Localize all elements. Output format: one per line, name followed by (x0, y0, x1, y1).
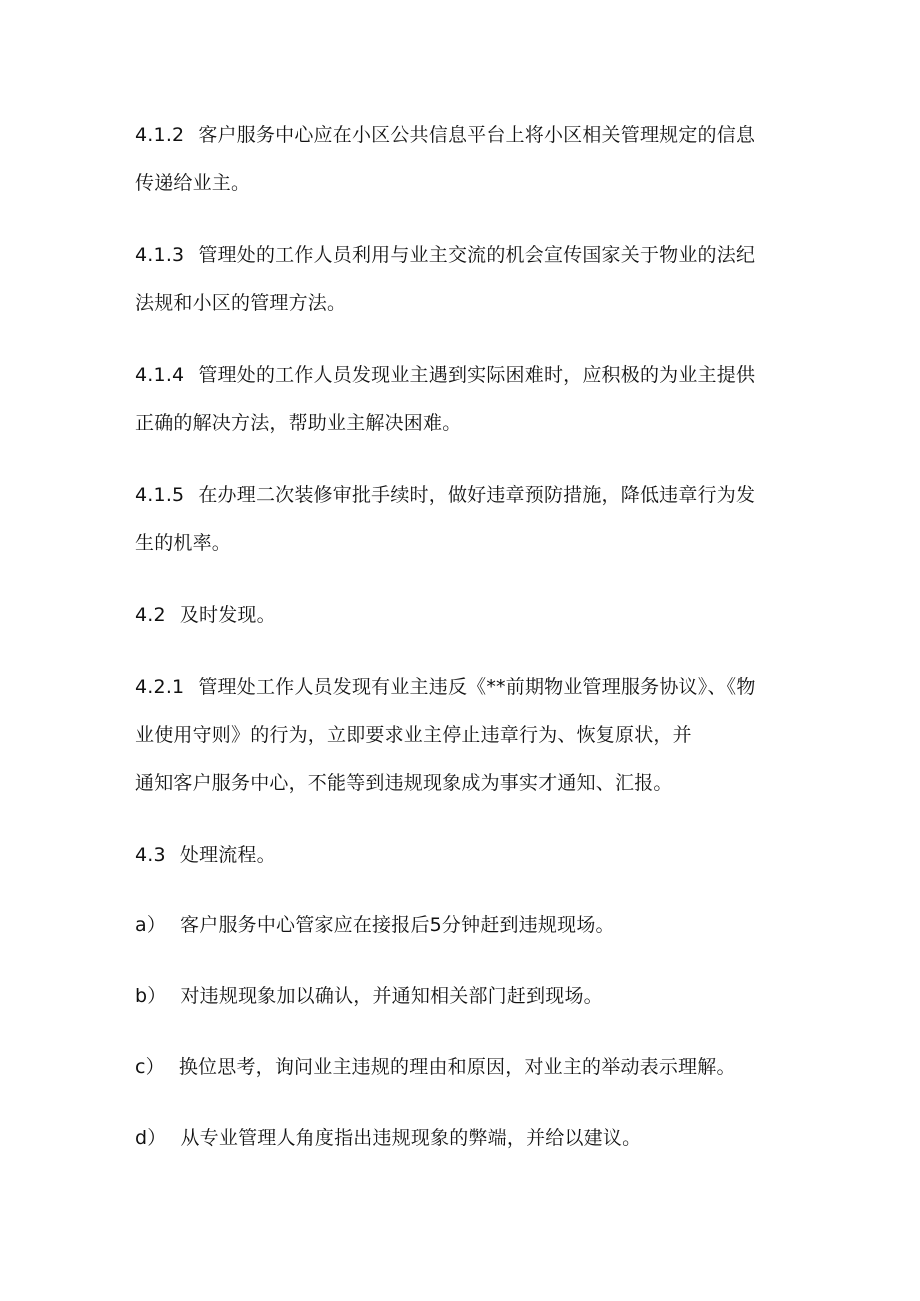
paragraph-4-1-4-line-1 (135, 362, 795, 388)
paragraph-4-1-3-line-2 (135, 290, 795, 316)
section-number: 4.3 (135, 844, 166, 866)
list-item-d (135, 1125, 795, 1151)
paragraph-4-1-3-line-1 (135, 242, 795, 268)
paragraph-4-1-5-line-2 (135, 530, 795, 556)
section-title: 处理流程。 (179, 844, 276, 866)
list-marker: b） (135, 985, 167, 1007)
list-marker: c） (135, 1056, 165, 1078)
list-marker: a） (135, 914, 167, 936)
list-item-c (135, 1054, 795, 1080)
paragraph-text: 在办理二次装修审批手续时，做好违章预防措施，降低违章行为发 (198, 484, 756, 506)
paragraph-text: 管理处的工作人员发现业主遇到实际困难时，应积极的为业主提供 (198, 364, 756, 386)
paragraph-text: 管理处的工作人员利用与业主交流的机会宣传国家关于物业的法纪 (198, 244, 756, 266)
list-item-text: 客户服务中心管家应在接报后5分钟赶到违规现场。 (180, 914, 615, 936)
paragraph-4-1-2-line-2 (135, 170, 795, 196)
paragraph-text: 正确的解决方法，帮助业主解决困难。 (135, 412, 462, 434)
paragraph-4-1-4-line-2 (135, 410, 795, 436)
paragraph-4-1-5-line-1 (135, 482, 795, 508)
paragraph-text: 生的机率。 (135, 532, 232, 554)
paragraph-text: 管理处工作人员发现有业主违反《**前期物业管理服务协议》、《物 (198, 676, 756, 698)
paragraph-4-2-1-line-1 (135, 674, 795, 700)
section-4-2-heading (135, 602, 795, 628)
paragraph-4-2-1-line-2 (135, 722, 795, 748)
paragraph-number: 4.1.5 (135, 484, 185, 506)
list-item-text: 从专业管理人角度指出违规现象的弊端，并给以建议。 (180, 1127, 642, 1149)
list-item-b (135, 983, 795, 1009)
paragraph-number: 4.2.1 (135, 676, 185, 698)
section-title: 及时发现。 (179, 604, 276, 626)
paragraph-text: 传递给业主。 (135, 172, 251, 194)
paragraph-text: 通知客户服务中心，不能等到违规现象成为事实才通知、汇报。 (135, 772, 673, 794)
list-marker: d） (135, 1127, 167, 1149)
section-4-3-heading (135, 842, 795, 868)
paragraph-number: 4.1.2 (135, 124, 185, 146)
paragraph-4-1-2-line-1 (135, 122, 795, 148)
paragraph-number: 4.1.4 (135, 364, 185, 386)
paragraph-4-2-1-line-3 (135, 770, 795, 796)
paragraph-text: 法规和小区的管理方法。 (135, 292, 347, 314)
paragraph-text: 客户服务中心应在小区公共信息平台上将小区相关管理规定的信息 (198, 124, 756, 146)
section-number: 4.2 (135, 604, 166, 626)
paragraph-number: 4.1.3 (135, 244, 185, 266)
paragraph-text: 业使用守则》的行为，立即要求业主停止违章行为、恢复原状，并 (135, 724, 692, 746)
list-item-text: 对违规现象加以确认，并通知相关部门赶到现场。 (180, 985, 603, 1007)
list-item-text: 换位思考，询问业主违规的理由和原因，对业主的举动表示理解。 (178, 1056, 736, 1078)
list-item-a (135, 912, 795, 938)
